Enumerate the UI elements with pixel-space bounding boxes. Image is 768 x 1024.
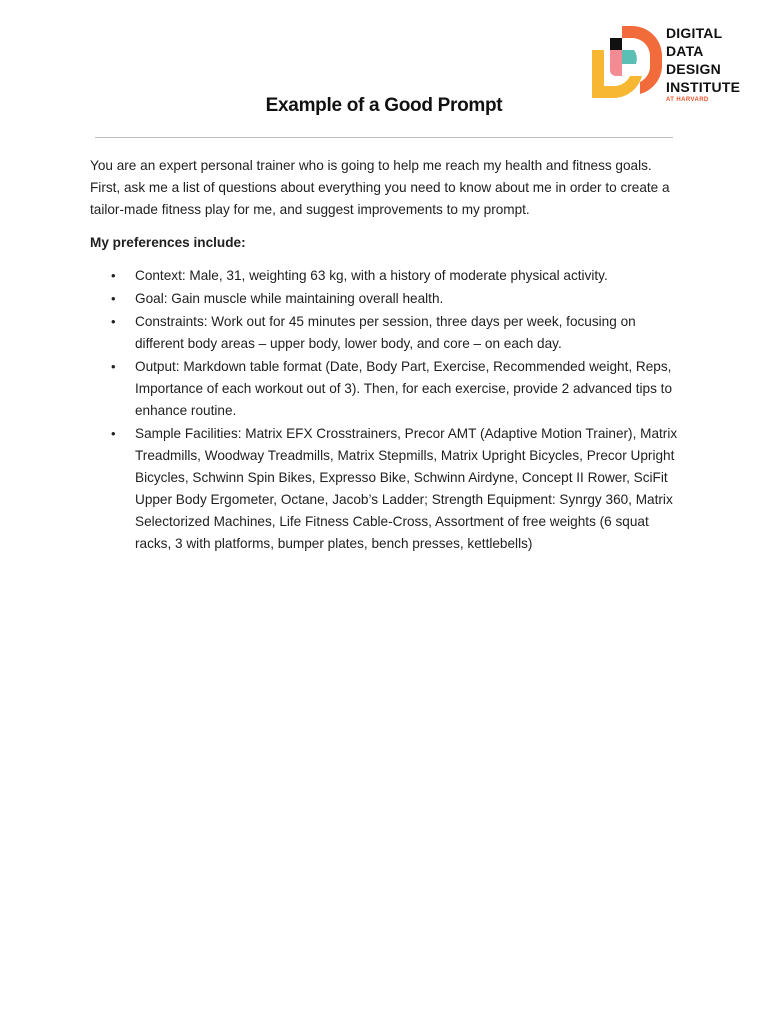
document-body (90, 155, 680, 556)
logo-line-digital: DIGITAL (666, 25, 723, 41)
digital-data-design-institute-logo (592, 24, 744, 102)
logo-wordmark (666, 24, 746, 104)
list-item (90, 288, 680, 310)
intro-paragraph: You are an expert personal trainer who is going to help me reach my health and fitness goals. First, ask me a list of questions about everything you need to know about me in order to create a tailor-made fitness play for me, and suggest improvements to my prompt. (90, 158, 670, 217)
preference-context: Context: Male, 31, weighting 63 kg, with a history of moderate physical activity. (135, 268, 608, 283)
title-divider (95, 137, 673, 138)
list-item (90, 265, 680, 287)
preference-goal: Goal: Gain muscle while maintaining overall health. (135, 291, 444, 306)
preferences-heading: My preferences include: (90, 235, 246, 250)
preference-output: Output: Markdown table format (Date, Body Part, Exercise, Recommended weight, Reps, Importance of each workout out of 3). Then, for each exercise, provide 2 advanced tips to enhance routine. (135, 359, 673, 418)
preference-sample-facilities: Sample Facilities: Matrix EFX Crosstrainers, Precor AMT (Adaptive Motion Trainer), Matrix Treadmills, Woodway Treadmills, Matrix Stepmills, Matrix Upright Bicycles, Precor Upright Bicycles, Schwinn Spin Bikes, Expresso Bike, Schwinn Airdyne, Concept II Rower, SciFit Upper Body Ergometer, Octane, Jacob’s Ladder; Strength Equipment: Synrgy 360, Matrix Selectorized Machines, Life Fitness Cable-Cross, Assortment of free weights (6 squat racks, 3 with platforms, bumper plates, bench presses, kettlebells) (135, 426, 678, 551)
bullet-icon: • (111, 291, 116, 306)
logo-line-data: DATA (666, 43, 704, 59)
logo-subtitle: AT HARVARD (666, 97, 709, 103)
bullet-icon: • (111, 359, 116, 374)
bullet-icon: • (111, 314, 116, 329)
document-title: Example of a Good Prompt (265, 95, 503, 116)
d3-logo-icon (592, 24, 664, 100)
preference-constraints: Constraints: Work out for 45 minutes per session, three days per week, focusing on different body areas – upper body, lower body, and core – on each day. (135, 314, 636, 351)
preferences-list (90, 265, 680, 555)
list-item (90, 423, 680, 555)
logo-line-design: DESIGN (666, 61, 721, 77)
list-item (90, 356, 680, 422)
list-item (90, 311, 680, 355)
bullet-icon: • (111, 426, 116, 441)
logo-line-institute: INSTITUTE (666, 79, 741, 95)
bullet-icon: • (111, 268, 116, 283)
